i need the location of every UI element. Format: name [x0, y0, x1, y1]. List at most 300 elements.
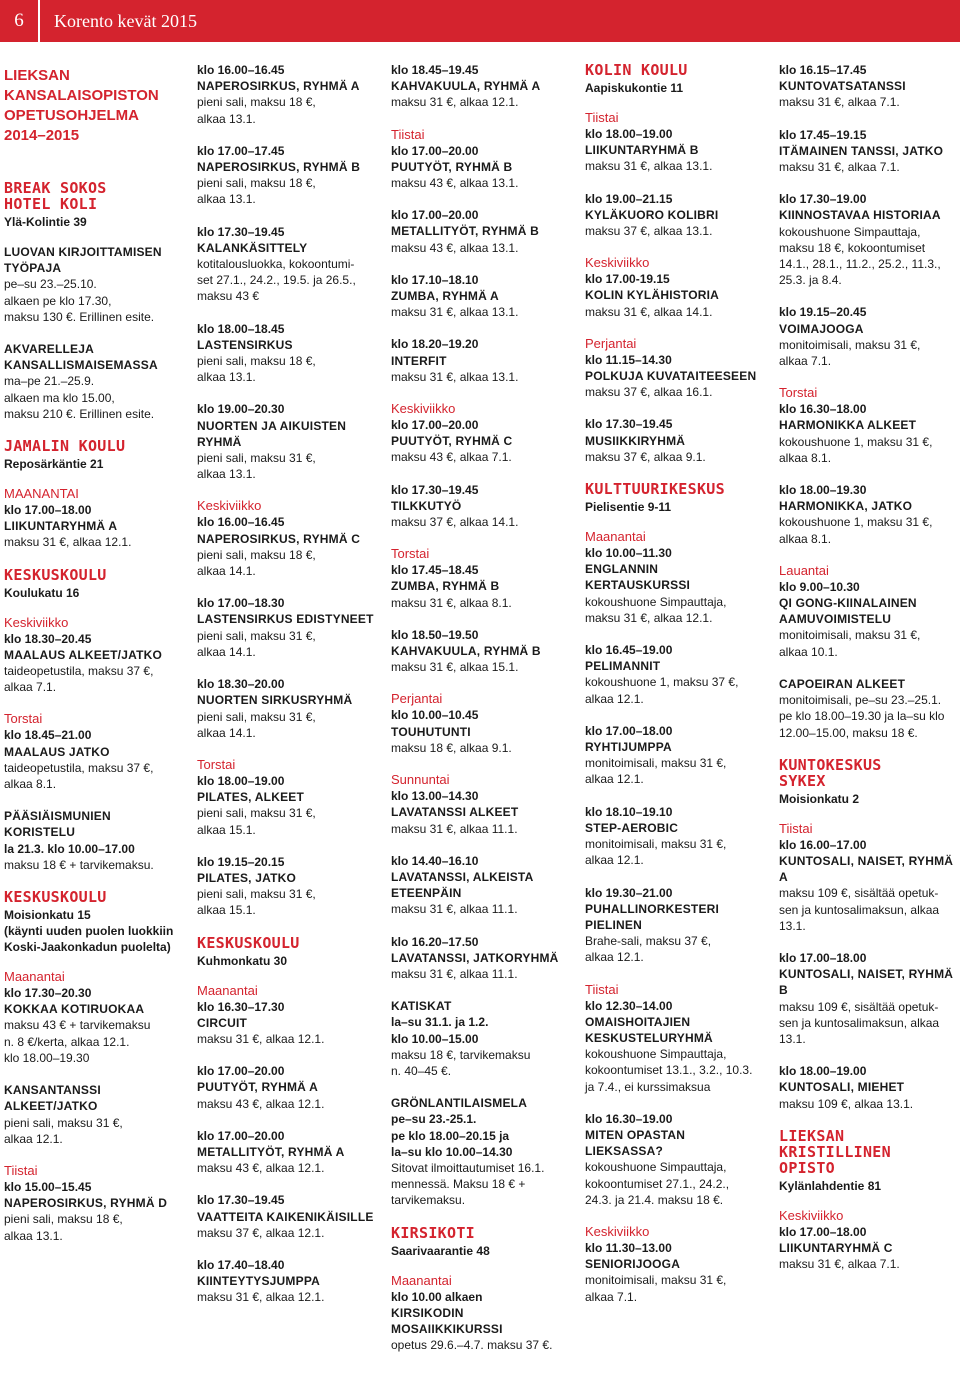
venue-address: Moisionkatu 2: [779, 791, 860, 806]
course-name: CIRCUIT: [197, 1015, 248, 1030]
course-section: [585, 62, 765, 465]
course-day: Tiistai: [4, 1162, 38, 1178]
course-item: [391, 998, 571, 1079]
course-time: la–su 31.1. ja 1.2. klo 10.00–15.00: [391, 1015, 489, 1046]
course-item: [4, 1163, 180, 1244]
course-name: NAPEROSIRKUS, RYHMÄ D: [4, 1196, 168, 1211]
course-time: klo 17.45–18.45: [391, 563, 479, 578]
course-item: [585, 723, 765, 788]
course-time: klo 17.40–18.40: [197, 1257, 285, 1272]
course-time: klo 17.00-19.15: [585, 272, 670, 287]
course-time: klo 10.00–10.45: [391, 708, 479, 723]
course-time: klo 17.00–17.45: [197, 143, 285, 158]
venue-address: Ylä-Kolintie 39: [4, 215, 87, 229]
course-day: Sunnuntai: [391, 772, 450, 788]
course-name: PUHALLINORKESTERI PIELINEN: [585, 901, 720, 932]
course-section: [779, 757, 957, 1112]
course-section: [197, 935, 377, 1306]
course-item: [197, 757, 377, 838]
course-description: maksu 31 €, alkaa 12.1.: [197, 1290, 325, 1305]
course-time: klo 17.00–18.30: [197, 596, 285, 611]
course-name: MITEN OPASTAN LIEKSASSA?: [585, 1127, 686, 1159]
venue-title: LIEKSAN KRISTILLINEN OPISTO: [779, 1126, 891, 1177]
course-description: kokoushuone Simpauttaja, maksu 31 €, alkaa 12.1.: [585, 594, 727, 625]
course-description: kokoushuone 1, maksu 31 €, alkaa 8.1.: [779, 434, 933, 465]
course-item: [197, 143, 377, 208]
course-description: pieni sali, maksu 18 €, alkaa 14.1.: [197, 547, 316, 579]
course-item: [391, 127, 571, 192]
course-description: pieni sali, maksu 31 €, alkaa 13.1.: [197, 451, 316, 482]
course-item: [585, 642, 765, 707]
magazine-title: Korento kevät 2015: [54, 11, 197, 31]
course-item: [4, 711, 180, 792]
course-time: klo 17.00–20.00: [391, 418, 479, 433]
course-time: klo 16.15–17.45: [779, 63, 867, 77]
venue-title: KESKUSKOULU: [197, 933, 300, 952]
course-time: klo 10.00 alkaen: [391, 1289, 483, 1304]
course-item: [197, 854, 377, 919]
course-day: Maanantai: [197, 982, 258, 998]
course-day: Maanantai: [4, 969, 65, 985]
course-day: Torstai: [391, 546, 430, 562]
course-time: klo 17.30–19.00: [779, 192, 867, 207]
venue-address: Aapiskukontie 11: [585, 81, 684, 95]
course-description: opetus 29.6.–4.7. maksu 37 €.: [391, 1338, 553, 1353]
course-name: GRÖNLANTILAISMELA: [391, 1096, 528, 1111]
course-name: NAPEROSIRKUS, RYHMÄ C: [197, 531, 361, 546]
venue-title: BREAK SOKOS HOTEL KOLI: [4, 179, 107, 213]
course-name: KUNTOSALI, NAISET, RYHMÄ B: [779, 967, 954, 998]
course-item: [585, 191, 765, 240]
course-item: [197, 983, 377, 1048]
course-time: klo 16.00–17.00: [779, 837, 867, 852]
course-item: [585, 336, 765, 401]
course-time: klo 19.00–21.15: [585, 191, 673, 206]
course-section: [779, 1128, 957, 1273]
venue-address: Pielisentie 9-11: [585, 500, 672, 515]
course-item: [391, 482, 571, 531]
course-name: KYLÄKUORO KOLIBRI: [585, 207, 719, 222]
course-day: Keskiviikko: [585, 1223, 650, 1239]
course-name: AKVARELLEJA KANSALLISMAISEMASSA: [4, 342, 158, 373]
course-item: [391, 934, 571, 983]
course-description: maksu 31 €, alkaa 13.1.: [391, 305, 519, 320]
column-2: [197, 62, 377, 1322]
course-description: pieni sali, maksu 31 €, alkaa 15.1.: [197, 887, 316, 918]
course-item: [4, 969, 180, 1066]
course-day: Torstai: [4, 711, 43, 727]
course-time: klo 18.00–19.00: [197, 773, 285, 788]
course-description: pieni sali, maksu 18 €, alkaa 13.1.: [197, 176, 316, 207]
course-description: monitoimisali, maksu 31 €, alkaa 7.1.: [585, 1273, 727, 1304]
course-item: [197, 1192, 377, 1241]
course-time: klo 15.00–15.45: [4, 1179, 92, 1194]
course-time: klo 17.00–18.00: [779, 950, 867, 965]
course-section: [4, 438, 180, 551]
course-description: pieni sali, maksu 31 €, alkaa 12.1.: [4, 1115, 123, 1146]
course-name: ITÄMAINEN TANSSI, JATKO: [779, 143, 944, 158]
course-time: klo 14.40–16.10: [391, 853, 479, 868]
course-time: klo 9.00–10.30: [779, 579, 860, 594]
course-description: monitoimisali, maksu 31 €, alkaa 12.1.: [585, 837, 727, 868]
course-item: [585, 110, 765, 175]
course-time: klo 18.00–18.45: [197, 321, 285, 336]
column-1: [4, 62, 180, 1260]
course-description: Brahe-sali, maksu 37 €, alkaa 12.1.: [585, 934, 712, 965]
course-description: pieni sali, maksu 31 €, alkaa 14.1.: [197, 628, 316, 659]
course-time: klo 11.30–13.00: [585, 1240, 672, 1255]
course-time: klo 18.20–19.20: [391, 337, 479, 352]
venue-title: JAMALIN KOULU: [4, 437, 126, 456]
course-item: [391, 546, 571, 611]
course-name: LASTENSIRKUS EDISTYNEET: [197, 612, 374, 627]
course-name: LIIKUNTARYHMÄ B: [585, 143, 699, 158]
course-name: PUUTYÖT, RYHMÄ B: [391, 159, 513, 174]
course-time: klo 17.10–18.10: [391, 272, 479, 287]
course-name: KOLIN KYLÄHISTORIA: [585, 288, 720, 303]
course-item: [779, 482, 957, 547]
course-description: taideopetustila, maksu 37 €, alkaa 8.1.: [4, 760, 154, 792]
course-name: PUUTYÖT, RYHMÄ C: [391, 434, 513, 449]
course-day: Torstai: [197, 756, 236, 772]
course-description: maksu 37 €, alkaa 12.1.: [197, 1225, 325, 1240]
course-item: [4, 341, 180, 422]
course-name: VOIMAJOOGA: [779, 321, 864, 336]
course-day: Maanantai: [585, 529, 646, 545]
course-time: klo 17.00–20.00: [197, 1064, 285, 1079]
course-item: [197, 595, 377, 660]
course-name: MUSIIKKIRYHMÄ: [585, 433, 686, 448]
course-item: [391, 1273, 571, 1354]
course-name: PÄÄSIÄISMUNIEN KORISTELU: [4, 809, 111, 840]
course-description: maksu 37 €, alkaa 9.1.: [585, 449, 706, 464]
course-time: klo 18.30–20.00: [197, 677, 285, 692]
course-time: klo 16.30–17.30: [197, 999, 285, 1014]
course-description: maksu 43 € + tarvikemaksu n. 8 €/kerta, alkaa 12.1. klo 18.00–19.30: [4, 1018, 151, 1065]
venue-title: KUNTOKESKUS SYKEX: [779, 755, 882, 790]
course-description: ma–pe 21.–25.9. alkaen ma klo 15.00, maksu 210 €. Erillinen esite.: [4, 374, 155, 421]
course-name: METALLITYÖT, RYHMÄ A: [197, 1144, 345, 1159]
course-section: [391, 1225, 571, 1354]
course-item: [585, 529, 765, 626]
course-day: Perjantai: [585, 335, 637, 351]
course-item: [585, 804, 765, 869]
course-day: MAANANTAI: [4, 486, 79, 502]
course-name: PUUTYÖT, RYHMÄ A: [197, 1080, 318, 1095]
course-name: METALLITYÖT, RYHMÄ B: [391, 224, 539, 239]
course-name: KANSANTANSSI ALKEET/JATKO: [4, 1083, 101, 1114]
course-name: KIINNOSTAVAA HISTORIAA: [779, 208, 941, 223]
course-name: HARMONIKKA, JATKO: [779, 499, 913, 514]
course-item: [585, 982, 765, 1095]
course-description: maksu 31 €, alkaa 7.1.: [779, 160, 900, 175]
course-time: klo 11.15–14.30: [585, 352, 672, 367]
column-5: [779, 62, 957, 1288]
course-section: [4, 567, 180, 873]
course-description: monitoimisali, pe–su 23.–25.1. pe klo 18.00–19.30 ja la–su klo 12.00–15.00, maksu 18 €.: [779, 693, 945, 740]
course-description: pe–su 23.–25.10. alkaen pe klo 17.30, maksu 130 €. Erillinen esite.: [4, 277, 155, 324]
course-time: klo 12.30–14.00: [585, 998, 673, 1013]
course-day: Tiistai: [585, 981, 619, 997]
course-time: klo 19.30–21.00: [585, 885, 673, 900]
course-name: LIIKUNTARYHMÄ C: [779, 1240, 893, 1255]
course-name: PILATES, ALKEET: [197, 790, 305, 805]
course-time: klo 17.00–20.00: [391, 143, 479, 158]
course-description: maksu 43 €, alkaa 12.1.: [197, 1096, 325, 1111]
course-name: QI GONG-KIINALAINEN AAMUVOIMISTELU: [779, 596, 917, 627]
course-time: klo 18.30–20.45: [4, 631, 92, 646]
course-name: PELIMANNIT: [585, 659, 661, 674]
course-description: maksu 43 €, alkaa 13.1.: [391, 240, 519, 255]
course-time: klo 18.10–19.10: [585, 804, 673, 819]
course-description: maksu 31 €, alkaa 12.1.: [4, 535, 132, 550]
course-item: [4, 808, 180, 873]
course-item: [779, 62, 957, 111]
course-name: ZUMBA, RYHMÄ A: [391, 289, 499, 304]
course-name: NUORTEN SIRKUSRYHMÄ: [197, 693, 353, 708]
venue-title: KIRSIKOTI: [391, 1223, 475, 1242]
course-day: Perjantai: [391, 691, 443, 707]
course-name: VAATTEITA KAIKENIKÄISILLE: [197, 1209, 374, 1224]
course-name: LAVATANSSI, JATKORYHMÄ: [391, 950, 559, 965]
course-name: KATISKAT: [391, 999, 452, 1014]
course-time: klo 18.00–19.00: [779, 1064, 867, 1079]
column-3-body: [391, 62, 571, 1353]
course-description: maksu 43 €, alkaa 7.1.: [391, 450, 512, 465]
venue-title: KOLIN KOULU: [585, 61, 688, 79]
course-time: klo 19.15–20.15: [197, 854, 285, 869]
course-day: Keskiviikko: [4, 614, 69, 630]
course-item: [391, 272, 571, 321]
course-time: klo 18.00–19.00: [585, 127, 673, 141]
course-time: klo 17.30–19.45: [585, 417, 673, 432]
course-time: klo 16.45–19.00: [585, 643, 673, 658]
course-section: [197, 62, 377, 919]
course-item: [391, 207, 571, 256]
course-time: klo 17.00–18.00: [779, 1224, 867, 1239]
venue-address: Saarivaarantie 48: [391, 1243, 490, 1258]
course-item: [391, 772, 571, 837]
course-time: klo 17.30–20.30: [4, 986, 92, 1001]
course-description: taideopetustila, maksu 37 €, alkaa 7.1.: [4, 664, 154, 695]
course-name: TILKKUTYÖ: [391, 498, 462, 513]
course-day: Keskiviikko: [585, 255, 650, 271]
column-5-body: [779, 62, 957, 1272]
course-day: Tiistai: [779, 820, 813, 836]
course-time: pe–su 23.-25.1. pe klo 18.00–20.15 ja la–su klo 10.00–14.30: [391, 1112, 513, 1159]
course-description: kokoushuone Simpauttaja, kokoontumiset 27.1., 24.2., 24.3. ja 21.4. maksu 18 €.: [585, 1160, 730, 1207]
course-item: [779, 1208, 957, 1273]
column-2-body: [197, 62, 377, 1306]
course-section: [779, 62, 957, 741]
course-item: [391, 1095, 571, 1208]
course-name: LAVATANSSI, ALKEISTA ETEENPÄIN: [391, 869, 533, 901]
course-time: klo 16.30–19.00: [585, 1111, 673, 1126]
course-name: KIINTEYTYSJUMPPA: [197, 1274, 320, 1289]
course-section: [4, 180, 180, 422]
course-name: MAALAUS ALKEET/JATKO: [4, 647, 162, 662]
course-time: klo 18.50–19.50: [391, 627, 479, 642]
course-name: ZUMBA, RYHMÄ B: [391, 579, 500, 594]
course-description: maksu 18 €, alkaa 9.1.: [391, 740, 512, 755]
course-time: klo 17.30–19.45: [391, 482, 479, 497]
course-item: [197, 62, 377, 127]
course-description: maksu 31 €, alkaa 14.1.: [585, 304, 713, 319]
course-name: LASTENSIRKUS: [197, 337, 293, 352]
course-item: [4, 615, 180, 696]
course-time: klo 17.00–18.00: [4, 503, 92, 518]
course-time: klo 16.20–17.50: [391, 934, 479, 949]
course-description: monitoimisali, maksu 31 €, alkaa 12.1.: [585, 756, 727, 787]
venue-address: Moisionkatu 15 (käynti uuden puolen luokkiin Koski-Jaakonkadun puolelta): [4, 908, 174, 955]
venue-title: KULTTUURIKESKUS: [585, 480, 725, 499]
course-description: maksu 31 €, alkaa 11.1.: [391, 902, 518, 917]
course-time: klo 16.00–16.45: [197, 63, 285, 77]
course-day: Keskiviikko: [197, 498, 262, 514]
course-item: [197, 401, 377, 482]
course-description: maksu 31 €, alkaa 8.1.: [391, 595, 512, 610]
course-description: pieni sali, maksu 18 €, alkaa 13.1.: [197, 354, 316, 385]
course-item: [779, 821, 957, 934]
course-item: [391, 691, 571, 756]
column-1-body: [4, 180, 180, 1244]
course-name: KOKKAA KOTIRUOKAA: [4, 1002, 145, 1017]
course-time: klo 19.00–20.30: [197, 402, 285, 417]
course-section: [585, 481, 765, 1305]
course-day: Keskiviikko: [391, 401, 456, 417]
course-description: maksu 31 €, alkaa 15.1.: [391, 660, 519, 675]
course-description: maksu 43 €, alkaa 13.1.: [391, 176, 519, 191]
course-item: [779, 385, 957, 466]
course-description: pieni sali, maksu 31 €, alkaa 15.1.: [197, 806, 316, 837]
course-item: [197, 498, 377, 579]
course-item: [779, 191, 957, 288]
course-name: KIRSIKODIN MOSAIIKKIKURSSI: [391, 1305, 503, 1336]
course-name: MAALAUS JATKO: [4, 744, 110, 759]
course-description: monitoimisali, maksu 31 €, alkaa 7.1.: [779, 337, 921, 369]
course-name: OMAISHOITAJIEN KESKUSTELURYHMÄ: [585, 1014, 713, 1045]
course-item: [4, 1082, 180, 1147]
course-name: LAVATANSSI ALKEET: [391, 805, 519, 820]
course-time: klo 18.00–19.30: [779, 483, 867, 498]
course-description: kokoushuone Simpauttaja, maksu 18 €, kokoontumiset 14.1., 28.1., 11.2., 25.2., 11.3., 25.3. ja 8.4.: [779, 224, 941, 288]
course-name: KUNTOSALI, MIEHET: [779, 1080, 905, 1095]
course-day: Torstai: [779, 385, 818, 401]
course-description: maksu 37 €, alkaa 14.1.: [391, 515, 519, 530]
program-title: LIEKSAN KANSALAISOPISTON OPETUSOHJELMA 2014–2015: [4, 67, 159, 144]
course-item: [4, 244, 180, 325]
course-day: Tiistai: [585, 110, 619, 125]
course-description: pieni sali, maksu 18 €, alkaa 13.1.: [197, 95, 316, 126]
course-day: Maanantai: [391, 1272, 452, 1288]
course-name: STEP-AEROBIC: [585, 820, 679, 835]
course-time: la 21.3. klo 10.00–17.00: [4, 841, 135, 856]
course-item: [779, 127, 957, 176]
venue-address: Reposärkäntie 21: [4, 457, 104, 472]
course-section: [391, 62, 571, 1209]
course-name: PILATES, JATKO: [197, 870, 297, 885]
course-time: klo 10.00–11.30: [585, 546, 672, 561]
course-item: [585, 255, 765, 320]
course-description: maksu 18 €, tarvikemaksu n. 40–45 €.: [391, 1047, 531, 1078]
course-item: [197, 1128, 377, 1177]
course-description: maksu 31 €, alkaa 7.1.: [779, 1257, 900, 1272]
venue-title: KESKUSKOULU: [4, 888, 107, 907]
course-item: [779, 563, 957, 660]
course-name: KUNTOSALI, NAISET, RYHMÄ A: [779, 853, 954, 885]
course-description: maksu 31 €, alkaa 13.1.: [391, 369, 519, 384]
venue-address: Koulukatu 16: [4, 585, 80, 600]
course-name: SENIORIJOOGA: [585, 1257, 681, 1272]
course-time: klo 18.45–21.00: [4, 728, 92, 743]
course-item: [391, 853, 571, 918]
course-time: klo 17.30–19.45: [197, 224, 285, 239]
course-time: klo 17.30–19.45: [197, 1193, 285, 1208]
course-description: maksu 109 €, sisältää opetuk- sen ja kuntosalimaksun, alkaa 13.1.: [779, 886, 940, 933]
venue-address: Kuhmonkatu 30: [197, 953, 288, 968]
course-name: POLKUJA KUVATAITEESEEN: [585, 369, 757, 384]
course-description: maksu 31 €, alkaa 11.1.: [391, 821, 518, 836]
course-item: [197, 1257, 377, 1306]
course-day: Tiistai: [391, 126, 425, 142]
page-number: 6: [0, 0, 38, 42]
course-description: Sitovat ilmoittautumiset 16.1. mennessä. Maksu 18 € + tarvikemaksu.: [391, 1160, 545, 1208]
course-description: kokoushuone Simpauttaja, kokoontumiset 13.1., 3.2., 10.3. ja 7.4., ei kurssimaksua: [585, 1047, 753, 1094]
course-name: LUOVAN KIRJOITTAMISEN TYÖPAJA: [4, 245, 162, 276]
course-section: [4, 889, 180, 1244]
course-item: [779, 1063, 957, 1112]
course-description: maksu 31 €, alkaa 7.1.: [779, 95, 900, 110]
venue-title: KESKUSKOULU: [4, 565, 107, 584]
course-item: [391, 336, 571, 385]
course-name: INTERFIT: [391, 353, 447, 368]
course-time: klo 16.00–16.45: [197, 515, 285, 530]
course-day: Keskiviikko: [779, 1207, 844, 1223]
course-day: Lauantai: [779, 562, 829, 578]
course-time: klo 13.00–14.30: [391, 789, 479, 804]
course-time: klo 17.45–19.15: [779, 127, 867, 142]
course-item: [197, 1063, 377, 1112]
course-item: [391, 627, 571, 676]
course-item: [4, 486, 180, 551]
course-name: TOUHUTUNTI: [391, 724, 471, 739]
column-3: [391, 62, 571, 1369]
course-item: [779, 950, 957, 1047]
column-4: [585, 62, 765, 1321]
course-description: kokoushuone 1, maksu 31 €, alkaa 8.1.: [779, 515, 933, 546]
course-description: pieni sali, maksu 18 €, alkaa 13.1.: [4, 1212, 123, 1243]
course-item: [779, 676, 957, 741]
course-description: maksu 43 €, alkaa 12.1.: [197, 1161, 325, 1176]
course-description: maksu 37 €, alkaa 16.1.: [585, 385, 713, 400]
course-name: KAHVAKUULA, RYHMÄ A: [391, 79, 541, 94]
course-description: pieni sali, maksu 31 €, alkaa 14.1.: [197, 709, 316, 740]
course-item: [585, 885, 765, 966]
course-time: klo 18.45–19.45: [391, 63, 479, 77]
course-item: [391, 62, 571, 111]
course-time: klo 19.15–20.45: [779, 305, 867, 320]
course-name: LIIKUNTARYHMÄ A: [4, 519, 118, 534]
course-name: NUORTEN JA AIKUISTEN RYHMÄ: [197, 418, 347, 449]
course-description: maksu 31 €, alkaa 12.1.: [391, 95, 519, 110]
course-description: kokoushuone 1, maksu 37 €, alkaa 12.1.: [585, 675, 739, 706]
course-description: maksu 18 € + tarvikemaksu.: [4, 857, 154, 872]
course-description: maksu 37 €, alkaa 13.1.: [585, 224, 713, 239]
course-item: [585, 416, 765, 465]
course-time: klo 17.00–20.00: [391, 208, 479, 223]
course-name: NAPEROSIRKUS, RYHMÄ A: [197, 79, 360, 94]
course-description: maksu 109 €, sisältää opetuk- sen ja kuntosalimaksun, alkaa 13.1.: [779, 999, 940, 1046]
